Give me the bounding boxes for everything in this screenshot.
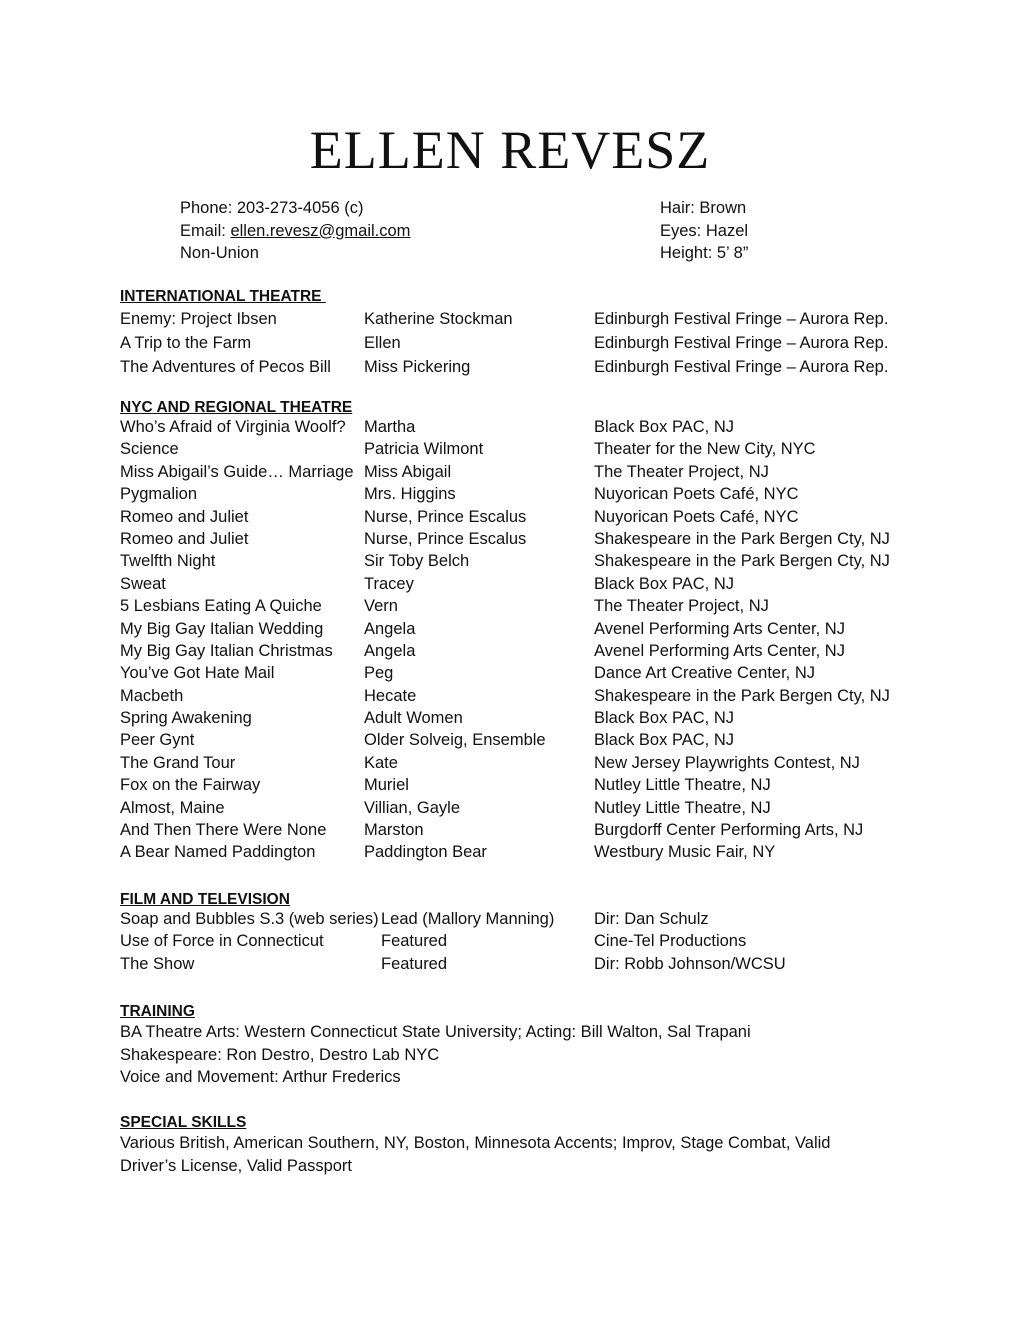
credit-row	[120, 754, 940, 776]
special-skills-section	[120, 1114, 860, 1177]
role: Featured	[381, 954, 448, 973]
role: Nurse, Prince Escalus	[364, 529, 527, 548]
venue: Black Box PAC, NJ	[594, 418, 734, 436]
show: Almost, Maine	[120, 798, 225, 817]
skills-text: Various British, American Southern, NY, Boston, Minnesota Accents; Improv, Stage Combat, Valid Driver’s License, Valid Passport	[120, 1134, 831, 1175]
role: Katherine Stockman	[364, 310, 513, 328]
venue: Edinburgh Festival Fringe – Aurora Rep.	[594, 334, 889, 352]
show: 5 Lesbians Eating A Quiche	[120, 597, 322, 616]
credit-row	[120, 334, 940, 358]
section-title: NYC AND REGIONAL THEATRE	[120, 399, 353, 416]
venue: Burgdorff Center Performing Arts, NJ	[594, 821, 864, 840]
venue: Nuyorican Poets Café, NYC	[594, 485, 799, 504]
show: My Big Gay Italian Wedding	[120, 619, 324, 638]
film-television-section	[120, 891, 940, 977]
credit-row	[120, 776, 940, 798]
venue: Theater for the New City, NYC	[594, 440, 816, 459]
venue: Black Box PAC, NJ	[594, 731, 734, 750]
credit-row	[120, 821, 940, 843]
role: Vern	[364, 597, 398, 616]
venue: Avenel Performing Arts Center, NJ	[594, 619, 845, 638]
credit-row	[120, 463, 940, 485]
credit-row	[120, 932, 940, 954]
title: The Show	[120, 954, 195, 973]
role: Miss Abigail	[364, 462, 452, 481]
training-line: Shakespeare: Ron Destro, Destro Lab NYC	[120, 1045, 440, 1064]
title: Soap and Bubbles S.3 (web series)	[120, 910, 379, 928]
show: Miss Abigail’s Guide… Marriage	[120, 462, 354, 481]
role: Hecate	[364, 686, 417, 705]
show: Spring Awakening	[120, 709, 252, 728]
credit: Dir: Dan Schulz	[594, 910, 709, 928]
international-rows	[120, 310, 940, 382]
venue: The Theater Project, NJ	[594, 462, 769, 481]
credit-row	[120, 910, 940, 932]
role: Adult Women	[364, 709, 463, 728]
role: Martha	[364, 418, 416, 436]
show: Romeo and Juliet	[120, 529, 249, 548]
international-theatre-section	[120, 288, 940, 382]
credit-row	[120, 358, 940, 382]
union-status: Non-Union	[180, 244, 259, 262]
venue: Black Box PAC, NJ	[594, 574, 734, 593]
credit-row	[120, 310, 940, 334]
show: Pygmalion	[120, 485, 198, 504]
role: Mrs. Higgins	[364, 485, 456, 504]
email-line	[180, 220, 410, 243]
venue: Shakespeare in the Park Bergen Cty, NJ	[594, 686, 890, 705]
credit: Cine-Tel Productions	[594, 932, 747, 951]
role: Lead (Mallory Manning)	[381, 910, 555, 928]
venue: The Theater Project, NJ	[594, 597, 769, 616]
venue: Nutley Little Theatre, NJ	[594, 798, 771, 817]
show: You’ve Got Hate Mail	[120, 664, 275, 683]
venue: Edinburgh Festival Fringe – Aurora Rep.	[594, 310, 889, 328]
credit-row	[120, 955, 940, 977]
venue: New Jersey Playwrights Contest, NJ	[594, 753, 860, 772]
credit-row	[120, 440, 940, 462]
venue: Edinburgh Festival Fringe – Aurora Rep.	[594, 358, 889, 376]
show: A Trip to the Farm	[120, 334, 252, 352]
role: Villian, Gayle	[364, 798, 460, 817]
show: The Adventures of Pecos Bill	[120, 358, 331, 376]
credit-row	[120, 687, 940, 709]
credit-row	[120, 642, 940, 664]
credit-row	[120, 597, 940, 619]
show: Macbeth	[120, 686, 184, 705]
credit-row	[120, 620, 940, 642]
training-line: Voice and Movement: Arthur Frederics	[120, 1068, 401, 1086]
credit-row	[120, 508, 940, 530]
show: Sweat	[120, 574, 166, 593]
section-title: FILM AND TELEVISION	[120, 891, 290, 908]
venue: Shakespeare in the Park Bergen Cty, NJ	[594, 552, 890, 571]
role: Angela	[364, 641, 416, 660]
section-title: INTERNATIONAL THEATRE	[120, 288, 326, 305]
email-label: Email:	[180, 221, 231, 240]
role: Kate	[364, 753, 398, 772]
venue: Black Box PAC, NJ	[594, 709, 734, 728]
resume-name: ELLEN REVESZ	[309, 120, 711, 180]
role: Paddington Bear	[364, 843, 487, 862]
role: Marston	[364, 821, 424, 840]
role: Peg	[364, 664, 394, 683]
role: Muriel	[364, 776, 409, 795]
credit-row	[120, 709, 940, 731]
show: The Grand Tour	[120, 753, 236, 772]
role: Tracey	[364, 574, 414, 593]
credit-row	[120, 485, 940, 507]
role: Nurse, Prince Escalus	[364, 507, 527, 526]
contact-left	[180, 197, 410, 265]
regional-rows	[120, 418, 940, 866]
credit-row	[120, 530, 940, 552]
venue: Dance Art Creative Center, NJ	[594, 664, 816, 683]
show: And Then There Were None	[120, 821, 327, 840]
credit-row	[120, 664, 940, 686]
hair: Hair: Brown	[660, 199, 747, 217]
venue: Avenel Performing Arts Center, NJ	[594, 641, 845, 660]
venue: Shakespeare in the Park Bergen Cty, NJ	[594, 529, 890, 548]
credit: Dir: Robb Johnson/WCSU	[594, 954, 786, 973]
venue: Westbury Music Fair, NY	[594, 843, 776, 862]
show: My Big Gay Italian Christmas	[120, 641, 333, 660]
height: Height: 5’ 8”	[660, 244, 749, 262]
training-line: BA Theatre Arts: Western Connecticut State University; Acting: Bill Walton, Sal Trapani	[120, 1023, 751, 1041]
credit-row	[120, 418, 940, 440]
role: Miss Pickering	[364, 358, 471, 376]
venue: Nuyorican Poets Café, NYC	[594, 507, 799, 526]
title: Use of Force in Connecticut	[120, 932, 324, 951]
eyes: Eyes: Hazel	[660, 221, 749, 240]
show: Fox on the Fairway	[120, 776, 261, 795]
credit-row	[120, 843, 940, 865]
credit-row	[120, 799, 940, 821]
contact-right	[660, 197, 748, 265]
role: Patricia Wilmont	[364, 440, 484, 459]
role: Featured	[381, 932, 448, 951]
section-title: TRAINING	[120, 1003, 195, 1020]
role: Sir Toby Belch	[364, 552, 470, 571]
show: Peer Gynt	[120, 731, 195, 750]
show: A Bear Named Paddington	[120, 843, 316, 862]
role: Angela	[364, 619, 416, 638]
phone: Phone: 203-273-4056 (c)	[180, 199, 364, 217]
section-title: SPECIAL SKILLS	[120, 1114, 247, 1131]
role: Older Solveig, Ensemble	[364, 731, 546, 750]
regional-theatre-section	[120, 399, 940, 866]
show: Twelfth Night	[120, 552, 216, 571]
show: Science	[120, 440, 179, 459]
role: Ellen	[364, 334, 401, 352]
training-section	[120, 1003, 940, 1089]
show: Enemy: Project Ibsen	[120, 310, 277, 328]
credit-row	[120, 552, 940, 574]
film-rows	[120, 910, 940, 977]
show: Romeo and Juliet	[120, 507, 249, 526]
credit-row	[120, 731, 940, 753]
credit-row	[120, 575, 940, 597]
email-link[interactable]: ellen.revesz@gmail.com	[230, 221, 411, 240]
show: Who’s Afraid of Virginia Woolf?	[120, 418, 346, 436]
venue: Nutley Little Theatre, NJ	[594, 776, 771, 795]
